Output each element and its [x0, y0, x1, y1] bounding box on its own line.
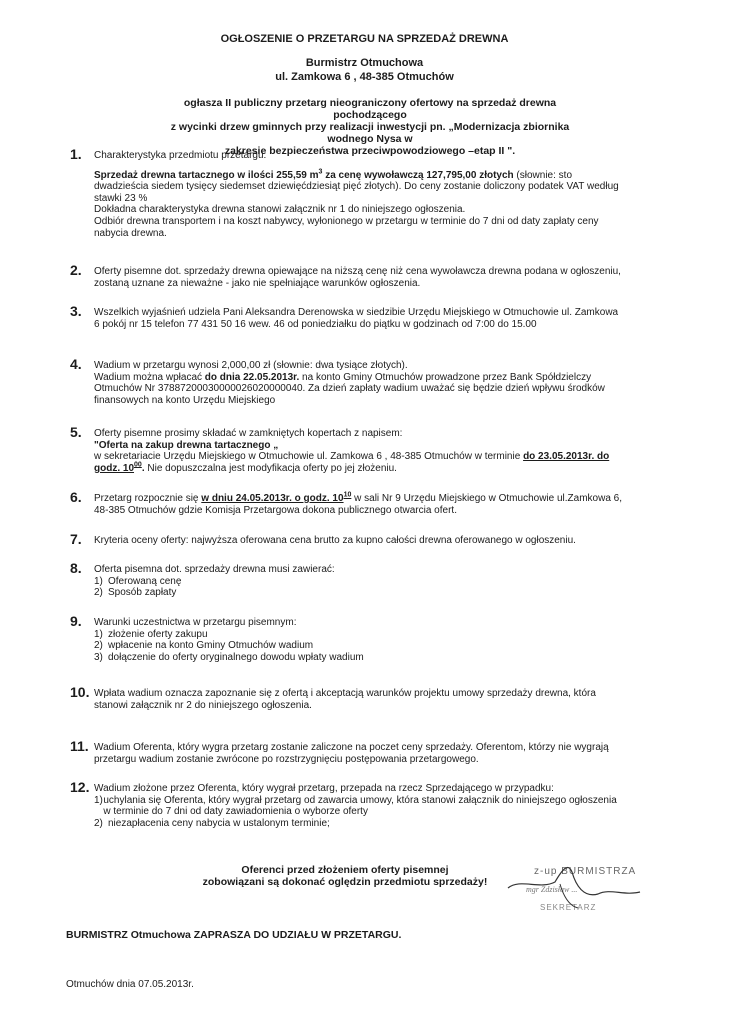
section-number: 4.: [70, 356, 82, 372]
list-item: [94, 818, 626, 830]
section-number: 7.: [70, 531, 82, 547]
section-heading: Wadium złożone przez Oferenta, który wygrał przetarg, przepada na rzecz Sprzedającego w przypadku:: [94, 783, 554, 794]
opening-date: w dniu 24.05.2013r. o godz. 10: [201, 493, 344, 504]
section-number: 1.: [70, 146, 82, 162]
list-number: 1): [94, 575, 103, 587]
list-number: 2): [94, 817, 103, 829]
deposit-deadline: do dnia 22.05.2013r.: [204, 371, 300, 383]
section-number: 12.: [70, 779, 90, 795]
intro-line: zakresie bezpieczeństwa przeciwpowodziowego –etap II ".: [224, 145, 516, 157]
deposit-terms: [94, 372, 626, 407]
list-number: 2): [94, 640, 103, 652]
section-heading: Oferta pisemna dot. sprzedaży drewna musi zawierać:: [94, 564, 335, 575]
section-number: 11.: [70, 738, 89, 754]
list-item: [94, 587, 626, 599]
section-number: 8.: [70, 560, 82, 576]
section-heading: Oferty pisemne prosimy składać w zamkniętych kopertach z napisem:: [94, 428, 403, 439]
section-body: [94, 360, 626, 406]
submission-deadline: do 23.05.2013r. do godz. 10: [94, 451, 610, 474]
superscript: 3: [318, 168, 323, 176]
superscript: 10: [343, 491, 352, 499]
section-body: [94, 688, 626, 711]
section-number: 9.: [70, 613, 82, 629]
closing-line: Oferenci przed złożeniem oferty pisemnej: [241, 864, 449, 876]
intro-line: z wycinki drzew gminnych przy realizacji inwestycji pn. „Modernizacja zbiornika wodnego Nysa w: [170, 121, 570, 145]
list-item: [94, 652, 626, 664]
section-number: 5.: [70, 424, 82, 440]
list-text: uchylania się Oferenta, który wygrał przetarg od zawarcia umowy, która stanowi załącznik do niniejszego ogłoszenia w terminie do 7 dni od daty zawiadomienia o wyborze oferty: [103, 794, 617, 818]
section-text: Oferty pisemne dot. sprzedaży drewna opiewające na niższą cenę niż cena wywoławcza drewna podana w ogłoszeniu, zostaną uznane za nieważne - jako nie spełniające warunków ogłoszenia.: [94, 266, 621, 289]
bold-text: za cenę wywoławczą 127,795,00 złotych: [322, 169, 514, 181]
section-text: Wadium Oferenta, który wygra przetarg zostanie zaliczone na poczet ceny sprzedaży. Oferentom, którzy nie wygrają przetargu wadium zostanie zwrócone po rozstrzygnięciu postępowania przetargowego.: [94, 742, 609, 765]
section-number: 3.: [70, 303, 82, 319]
section-number: 6.: [70, 489, 82, 505]
invitation-line: BURMISTRZ Otmuchowa ZAPRASZA DO UDZIAŁU W PRZETARGU.: [66, 929, 402, 941]
stamp-line: mgr Zdzisław ...: [526, 885, 578, 894]
closing-note: [190, 864, 500, 888]
text-run: Nie dopuszczalna jest modyfikacja oferty po jej złożeniu.: [144, 462, 397, 474]
section-body: [94, 307, 626, 330]
section-body: [94, 564, 626, 599]
list-number: 2): [94, 587, 103, 599]
intro-line: ogłasza II publiczny przetarg nieograniczony ofertowy na sprzedaż drewna pochodzącego: [183, 97, 557, 121]
text-run: Wadium można wpłacać: [94, 371, 205, 383]
text-run: w sekretariacie Urzędu Miejskiego w Otmuchowie ul. Zamkowa 6 , 48-385 Otmuchów w terminie: [94, 451, 524, 463]
list-item: [94, 629, 626, 641]
section-body: [94, 742, 626, 765]
text-run: na konto Gminy Otmuchów prowadzone przez Bank Spółdzielczy Otmuchów Nr 37887200030000026020000040. Za dzień zapłaty wadium uważać się będzie dzień wpływu środków finansowych na konto Urzędu Miejskiego: [94, 371, 605, 406]
pickup-note: Odbiór drewna transportem i na koszt nabywcy, wyłonionego w przetargu w terminie do 7 dni od daty zapłaty ceny nabycia drewna.: [94, 215, 599, 239]
price-words: (słownie: sto dwadzieścia siedem tysięcy siedemset dziewięćdziesiąt pięć złotych). Do ceny zostanie doliczony podatek VAT według stawki 23 %: [94, 169, 619, 204]
text-run: Przetarg rozpocznie się: [94, 493, 202, 504]
intro-paragraph: [150, 97, 590, 157]
section-text: Wszelkich wyjaśnień udziela Pani Aleksandra Derenowska w siedzibie Urzędu Miejskiego w Otmuchowie ul. Zamkowa 6 pokój nr 15 telefon 77 431 50 16 wew. 46 od poniedziałku do piątku w godzinach od 7:00 do 15.00: [94, 307, 619, 330]
closing-line: zobowiązani są dokonać oględzin przedmiotu sprzedaży!: [202, 876, 488, 888]
opening-terms: [94, 493, 626, 516]
section-body: [94, 428, 626, 474]
list-item: [94, 576, 626, 588]
section-body: [94, 783, 626, 829]
issuer-name: Burmistrz Otmuchowa: [305, 57, 424, 69]
superscript: 00: [134, 461, 142, 469]
list-text: wpłacenie na konto Gminy Otmuchów wadium: [108, 640, 314, 652]
submission-terms: [94, 451, 626, 474]
section-body: [94, 150, 626, 239]
list-item: [94, 795, 626, 818]
section-body: [94, 535, 626, 547]
list-text: Sposób zapłaty: [108, 587, 177, 599]
list-item: [94, 640, 626, 652]
attachment-note: Dokładna charakterystyka drewna stanowi załącznik nr 1 do niniejszego ogłoszenia.: [94, 204, 466, 216]
section-number: 10.: [70, 684, 90, 700]
text-run: .: [141, 462, 145, 474]
list-number: 1): [94, 628, 103, 640]
bold-text: Sprzedaż drewna tartacznego w ilości 255,59 m: [94, 169, 319, 181]
section-text: Kryteria oceny oferty: najwyższa oferowana cena brutto za kupno całości drewna oferowanego w ogłoszeniu.: [94, 535, 576, 546]
list-text: złożenie oferty zakupu: [108, 628, 208, 640]
issue-date: Otmuchów dnia 07.05.2013r.: [66, 979, 194, 990]
list-number: 3): [94, 651, 103, 663]
section-body: [94, 617, 626, 663]
section-body: [94, 493, 626, 516]
text-run: w sali Nr 9 Urzędu Miejskiego w Otmuchowie ul.Zamkowa 6, 48-385 Otmuchów gdzie Komisja Przetargowa dokona publicznego otwarcia ofert.: [94, 493, 623, 516]
list-number: 1): [94, 794, 103, 806]
stamp-line: z-up BURMISTRZA: [534, 866, 637, 877]
section-text: Wpłata wadium oznacza zapoznanie się z ofertą i akceptacją warunków projektu umowy sprzedaży drewna, która stanowi załącznik nr 2 do niniejszego ogłoszenia.: [94, 688, 596, 711]
official-stamp-signature: [500, 858, 700, 920]
document-title: OGŁOSZENIE O PRZETARGU NA SPRZEDAŻ DREWNA: [220, 33, 509, 45]
stamp-line: SEKRETARZ: [540, 903, 597, 912]
section-body: [94, 266, 626, 289]
section-heading: Charakterystyka przedmiotu przetargu:: [94, 150, 267, 161]
list-text: niezapłacenia ceny nabycia w ustalonym terminie;: [108, 817, 330, 829]
section-number: 2.: [70, 262, 82, 278]
issuer-address: ul. Zamkowa 6 , 48-385 Otmuchów: [275, 71, 454, 83]
list-text: dołączenie do oferty oryginalnego dowodu wpłaty wadium: [108, 651, 364, 663]
envelope-label: "Oferta na zakup drewna tartacznego „: [94, 439, 279, 451]
section-heading: Warunki uczestnictwa w przetargu pisemnym:: [94, 617, 297, 628]
wood-description: [94, 170, 626, 205]
list-text: Oferowaną cenę: [108, 575, 182, 587]
deposit-amount: Wadium w przetargu wynosi 2,000,00 zł (słownie: dwa tysiące złotych).: [94, 360, 408, 371]
